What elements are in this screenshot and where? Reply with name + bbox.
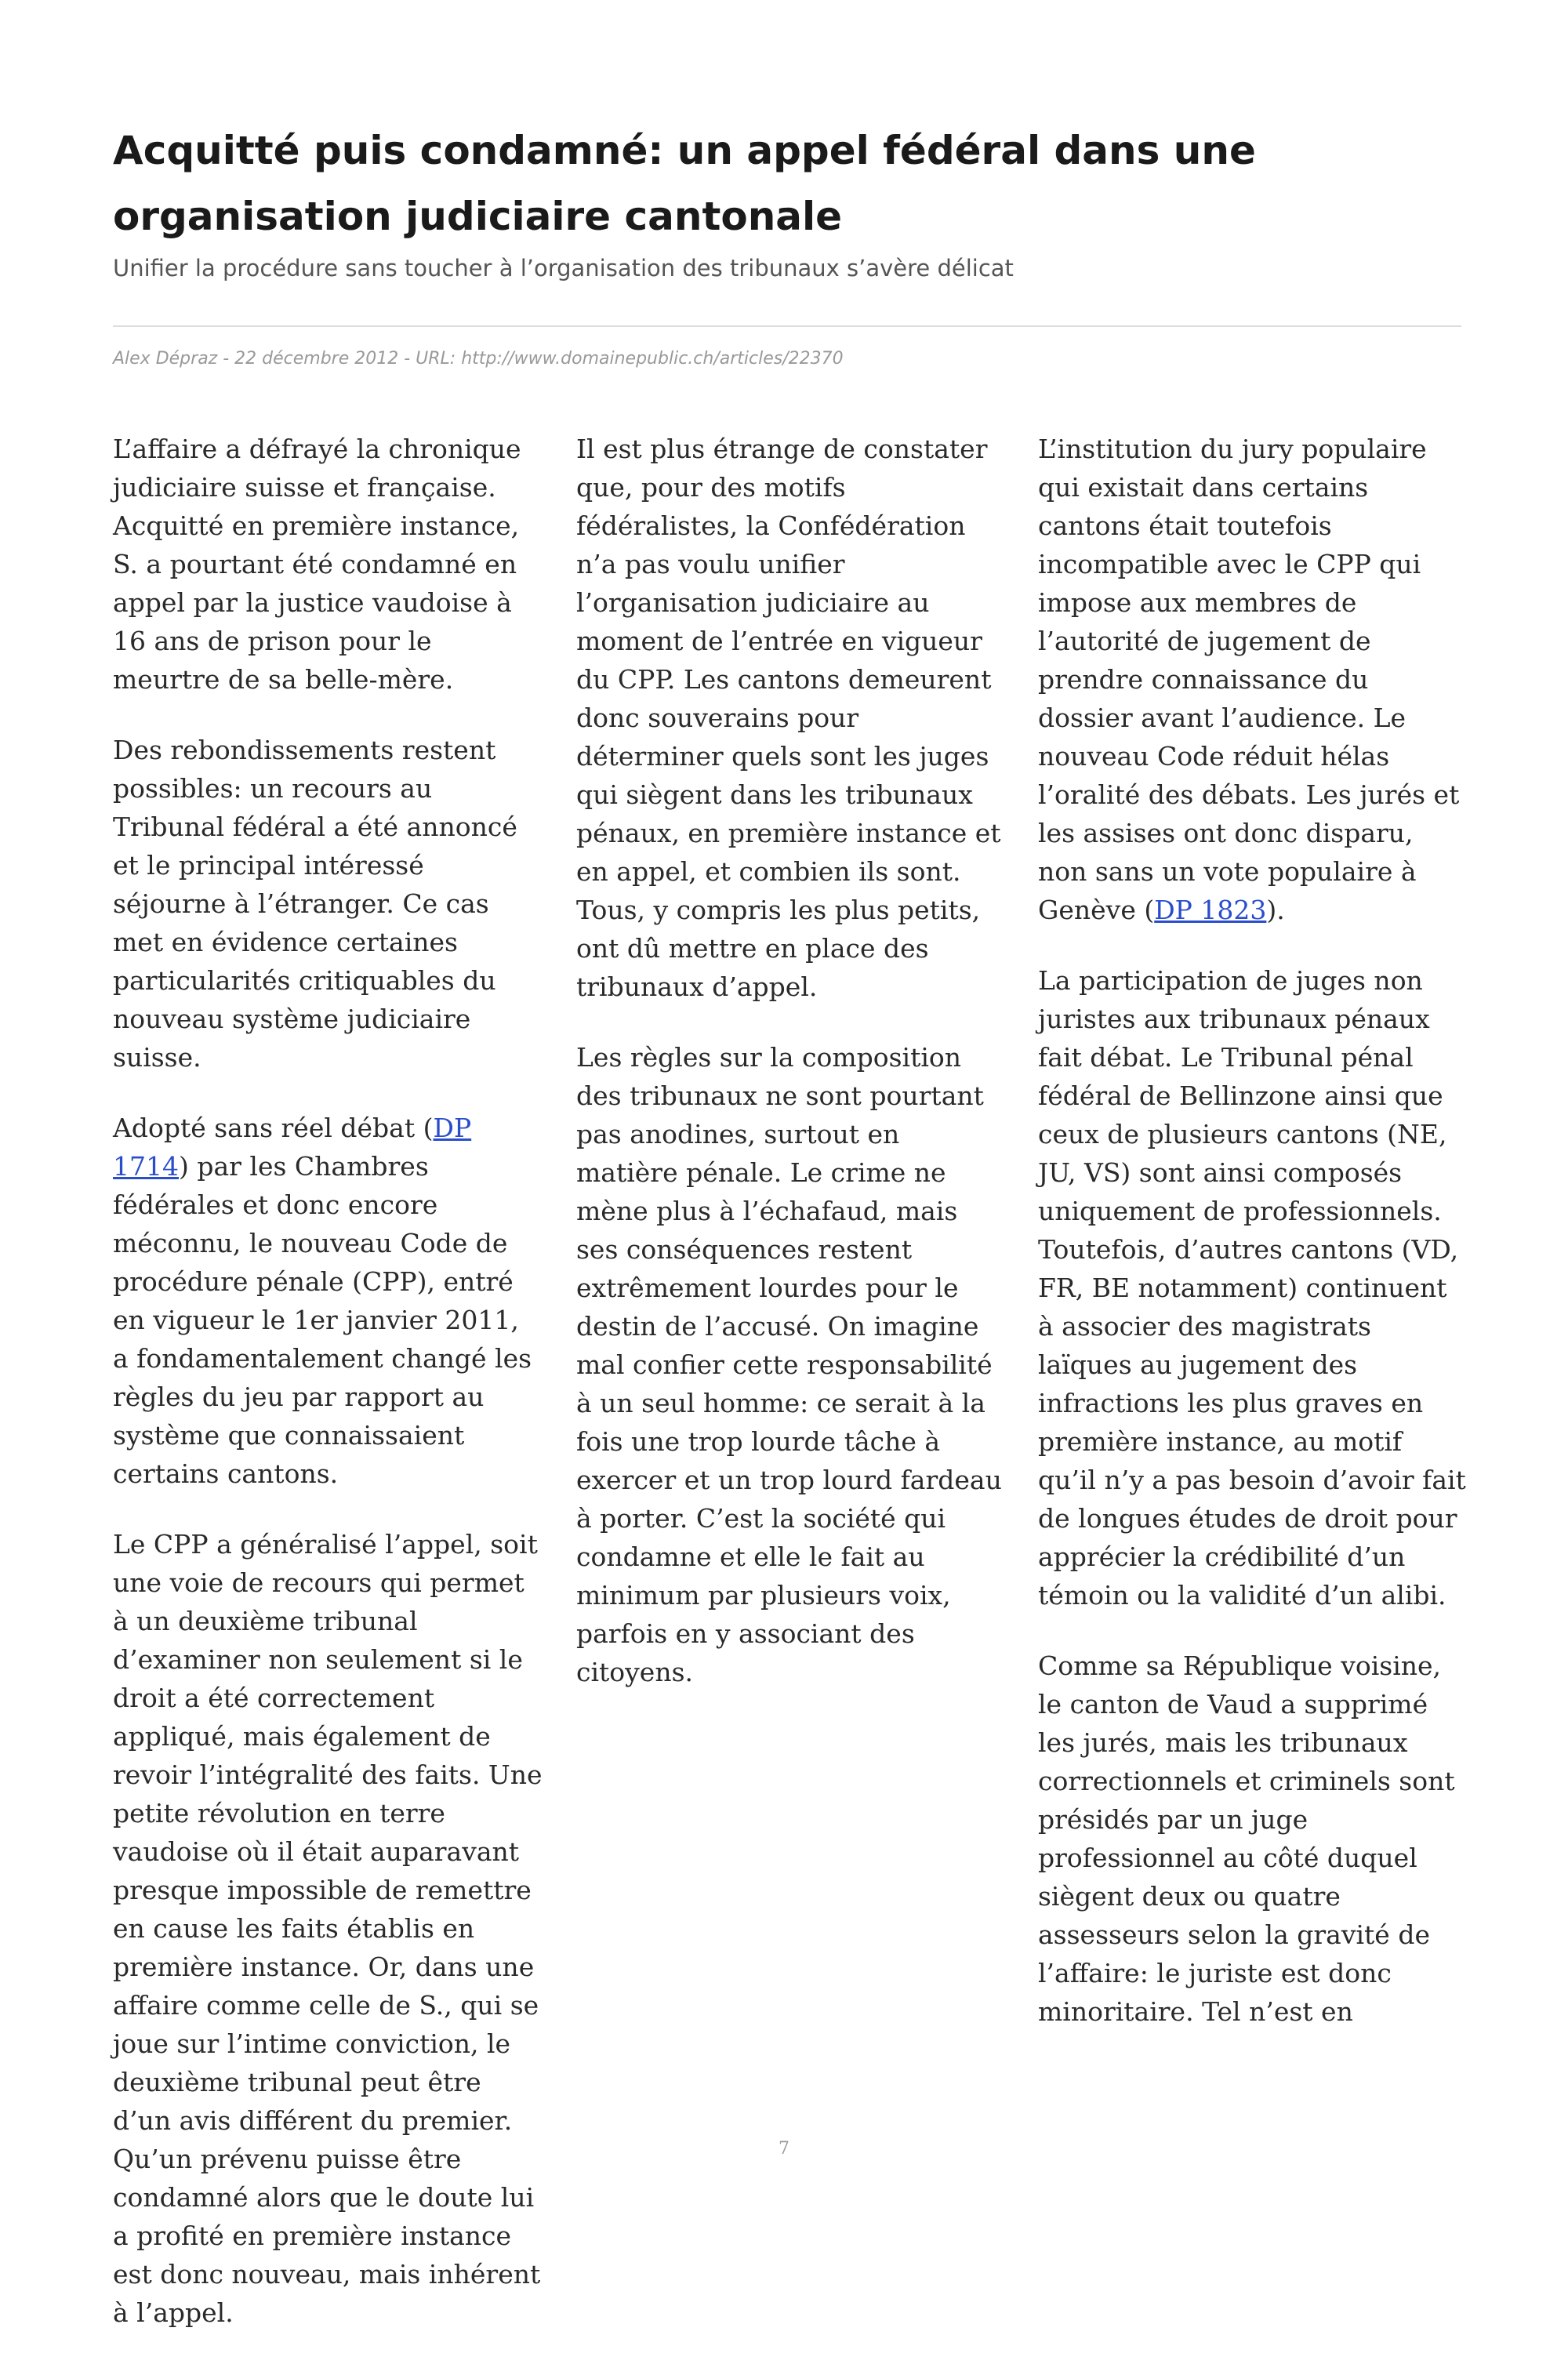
paragraph-7 — [1038, 430, 1468, 929]
header-divider — [113, 325, 1461, 327]
paragraph-1: L’affaire a défrayé la chronique judiciaire suisse et française. Acquitté en première instance, S. a pourtant été condamné en appel par la justice vaudoise à 16 ans de prison pour le meurtre de sa belle-mère. — [113, 434, 521, 695]
dp-1714-link[interactable]: DP 1714 — [113, 1113, 472, 1182]
dp-1823-link[interactable]: DP 1823 — [1154, 895, 1267, 925]
column-3 — [1038, 430, 1468, 2063]
paragraph-6: Les règles sur la composition des tribunaux ne sont pourtant pas anodines, surtout en matière pénale. Le crime ne mène plus à l’échafaud, mais ses conséquences restent extrêmement lourdes pour le destin de l’accusé. On imagine mal confier cette responsabilité à un seul homme: ce serait à la fois une trop lourde tâche à exercer et un trop lourd fardeau à porter. C’est la société qui condamne et elle le fait au minimum par plusieurs voix, parfois en y associant des citoyens. — [576, 1042, 1002, 1687]
article-meta: Alex Dépraz - 22 décembre 2012 - URL: http://www.domainepublic.ch/articles/22370 — [113, 349, 844, 369]
paragraph-3-text-b: ) par les Chambres fédérales et donc encore méconnu, le nouveau Code de procédure pénale (CPP), entré en vigueur le 1er janvier 2011, a fondamentalement changé les règles du jeu par rapport au système que connaissaient certains cantons. — [113, 1151, 532, 1489]
column-2 — [576, 430, 1006, 1723]
paragraph-4: Le CPP a généralisé l’appel, soit une voie de recours qui permet à un deuxième tribunal d’examiner non seulement si le droit a été correctement appliqué, mais également de revoir l’intégralité des faits. Une petite révolution en terre vaudoise où il était auparavant presque impossible de remettre en cause les faits établis en première instance. Or, dans une affaire comme celle de S., qui se joue sur l’intime conviction, le deuxième tribunal peut être d’un avis différent du premier. Qu’un prévenu puisse être condamné alors que le doute lui a profité en première instance est donc nouveau, mais inhérent à l’appel. — [113, 1529, 543, 2328]
paragraph-2: Des rebondissements restent possibles: un recours au Tribunal fédéral a été annoncé et le principal intéressé séjourne à l’étranger. Ce cas met en évidence certaines particularités critiquables du nouveau système judiciaire suisse. — [113, 735, 517, 1073]
column-1 — [113, 430, 543, 2364]
paragraph-3-text-a: Adopté sans réel débat ( — [113, 1113, 434, 1143]
article-subtitle: Unifier la procédure sans toucher à l’organisation des tribunaux s’avère délicat — [113, 255, 1014, 281]
paragraph-7-text-b: ). — [1266, 895, 1285, 925]
paragraph-3 — [113, 1109, 543, 1493]
page-number: 7 — [779, 2139, 789, 2159]
paragraph-5: Il est plus étrange de constater que, pour des motifs fédéralistes, la Confédération n’a pas voulu unifier l’organisation judiciaire au moment de l’entrée en vigueur du CPP. Les cantons demeurent donc souverains pour déterminer quels sont les juges qui siègent dans les tribunaux pénaux, en première instance et en appel, et combien ils sont. Tous, y compris les plus petits, ont dû mettre en place des tribunaux d’appel. — [576, 434, 1001, 1002]
article-title: Acquitté puis condamné: un appel fédéral dans une organisation judiciaire cantonale — [113, 128, 1256, 239]
paragraph-9: Comme sa République voisine, le canton de Vaud a supprimé les jurés, mais les tribunaux correctionnels et criminels sont présidés par un juge professionnel au côté duquel siègent deux ou quatre assesseurs selon la gravité de l’affaire: le juriste est donc minoritaire. Tel n’est en — [1038, 1650, 1455, 2027]
paragraph-7-text-a: L’institution du jury populaire qui existait dans certains cantons était toutefois incompatible avec le CPP qui impose aux membres de l’autorité de jugement de prendre connaissance du dossier avant l’audience. Le nouveau Code réduit hélas l’oralité des débats. Les jurés et les assises ont donc disparu, non sans un vote populaire à Genève ( — [1038, 434, 1460, 925]
paragraph-8: La participation de juges non juristes aux tribunaux pénaux fait débat. Le Tribunal pénal fédéral de Bellinzone ainsi que ceux de plusieurs cantons (NE, JU, VS) sont ainsi composés uniquement de professionnels. Toutefois, d’autres cantons (VD, FR, BE notamment) continuent à associer des magistrats laïques au jugement des infractions les plus graves en première instance, au motif qu’il n’y a pas besoin d’avoir fait de longues études de droit pour apprécier la crédibilité d’un témoin ou la validité d’un alibi. — [1038, 965, 1466, 1610]
